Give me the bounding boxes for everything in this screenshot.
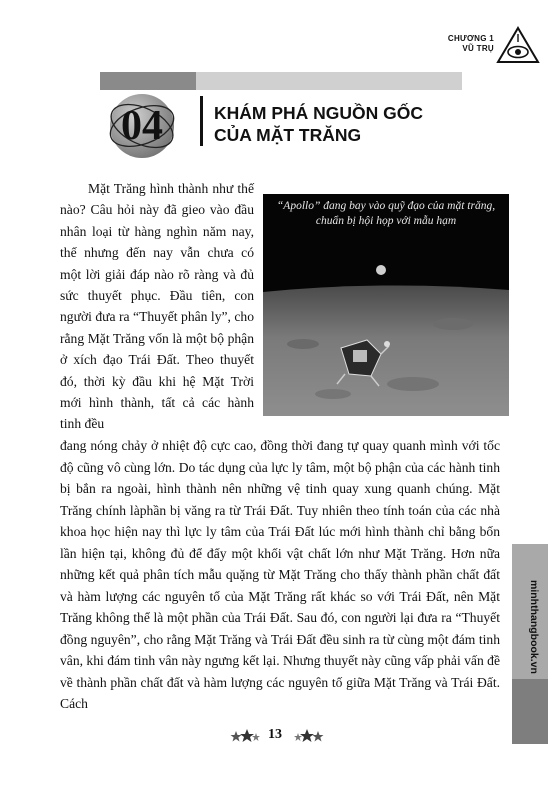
section-bar-light [196,72,462,90]
page-footer [230,726,330,748]
eye-triangle-icon [496,26,540,64]
side-url: minhthangbook.vn [528,580,540,674]
right-stars-icon [294,728,324,746]
chapter-name: VŨ TRỤ [462,44,494,53]
photo-caption: “Apollo” đang bay vào quỹ đạo của mặt trăng, chuẩn bị hội họp với mẫu hạm [276,200,496,227]
earth-shape [376,265,386,275]
body-column-text: Mặt Trăng hình thành như thế nào? Câu hỏi này đã gieo vào đầu nhân loại từ hàng nghìn năm nay, thế nhưng đến nay vẫn chưa có một lời giải đáp nào rõ ràng và đủ sức thuyết phục. Đầu tiên, con người đưa ra “Thuyết phân ly”, cho rằng Mặt Trăng vốn là một bộ phận ở xích đạo Trái Đất. Theo thuyết đó, thời kỳ đầu khi hệ Mặt Trời mới hình thành, tất cả các hành tinh đều [60,181,254,432]
chapter-header [448,34,494,54]
moon-surface [263,285,509,416]
section-number: 04 [121,103,163,149]
body-full-text: đang nóng chảy ở nhiệt độ cực cao, đồng thời đang tự quay quanh mình với tốc độ cũng vô cùng lớn. Do tác dụng của lực ly tâm, một bộ phận của các hành tinh bị bắn ra ngoài, hình thành nên những vệ tinh quay xung quanh chúng. Mặt Trăng chính làphần bị văng ra từ Trái Đất. Tuy nhiên theo tính toán của các nhà khoa học hiện nay thì lực ly tâm của Trái Đất lúc mới hình thành chỉ bằng bốn lần hiện tại, không đủ để đẩy một khối vật chất lớn như Mặt Trăng. Hơn nữa những kết quả phân tích mẫu quặng từ Mặt Trăng cho thấy thành phần chất đất và hàm lượng các nguyên tố của Mặt Trăng rất khác so với Trái Đất, nên Mặt Trăng không thể là một phần của Trái Đất. Sau đó, con người lại đưa ra “Thuyết đồng nguyên”, cho rằng Mặt Trăng và Trái Đất đều sinh ra từ cùng một đám tinh vân, khi đám tinh vân này ngưng kết lại. Nhưng thuyết này cũng vấp phải vấn đề về thành phần chất đất và hàm lượng các nguyên tố giữa Mặt Trăng và Trái Đất. Cách [60,438,500,711]
section-bar-dark [100,72,196,90]
section-color-bar [100,72,462,90]
chapter-label: CHƯƠNG 1 [447,34,494,43]
section-number-badge [110,94,176,158]
section-title: KHÁM PHÁ NGUỒN GỐC CỦA MẶT TRĂNG [214,103,424,145]
apollo-photo [263,194,509,416]
title-divider [200,96,203,146]
page-number: 13 [268,727,282,742]
left-stars-icon [230,728,260,746]
side-tab-dark [512,679,548,744]
